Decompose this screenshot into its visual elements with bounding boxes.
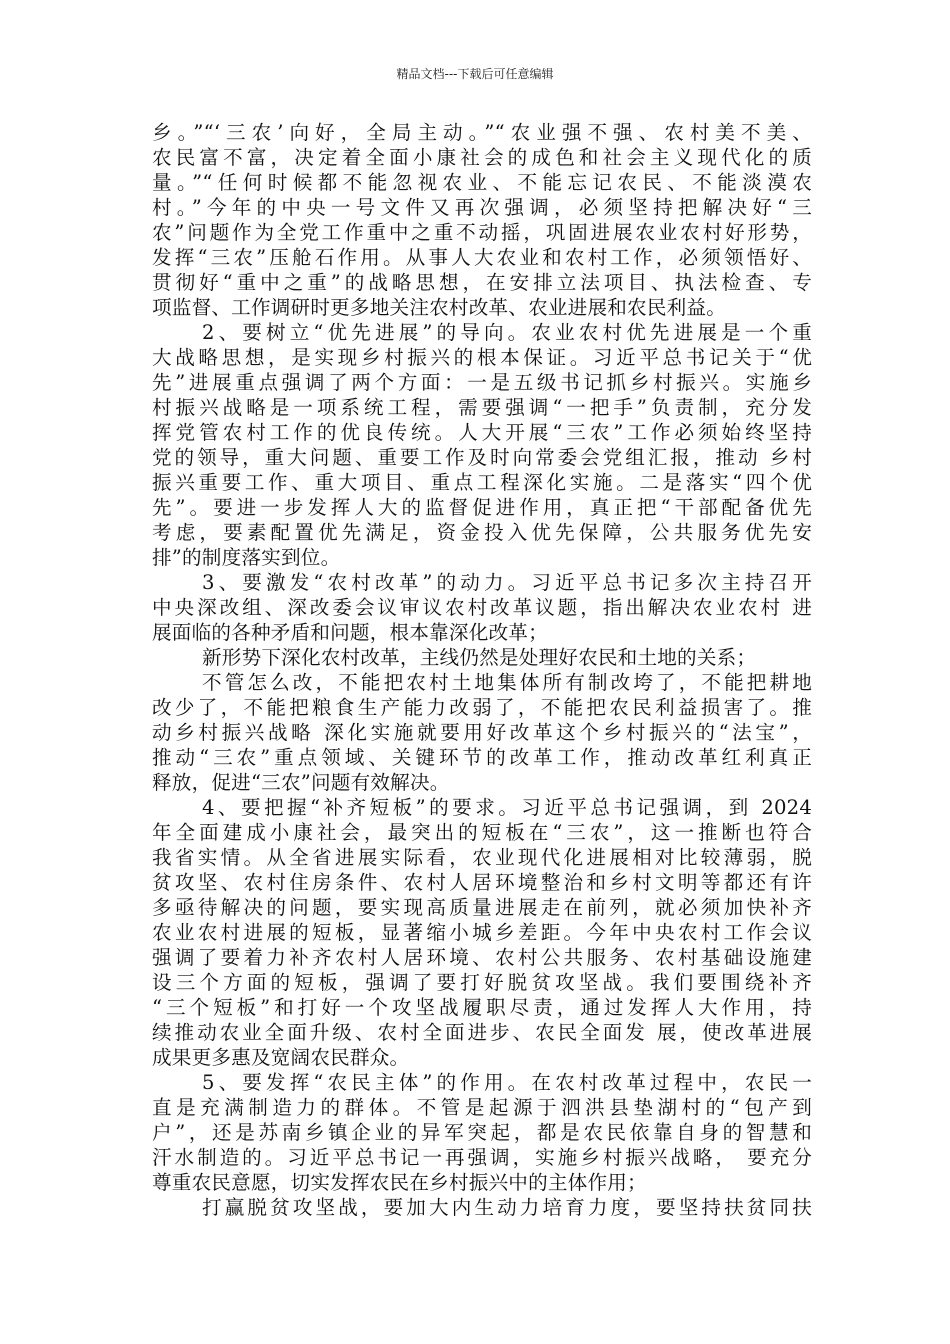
text-line: 设三个方面的短板，强调了要打好脱贫攻坚战。我们要围绕补齐 [152, 971, 812, 994]
text-line: 贫攻坚、农村住房条件、农村人居环境整治和乡村文明等都还有许 [152, 871, 812, 894]
text-line: 乡。”“‘三农’向好，全局主动。”“农业强不强、农村美不美、 [152, 121, 812, 144]
text-line: “三个短板”和打好一个攻坚战履职尽责，通过发挥人大作用，持 [152, 996, 812, 1019]
text-line: 农”问题作为全党工作重中之重不动摇，巩固进展农业农村好形势， [152, 221, 812, 244]
text-line: 贯彻好“重中之重”的战略思想，在安排立法项目、执法检查、专 [152, 271, 812, 294]
text-line: 强调了要着力补齐农村人居环境、农村公共服务、农村基础设施建 [152, 946, 812, 969]
text-line: 村振兴战略是一项系统工程，需要强调“一把手”负责制，充分发 [152, 396, 812, 419]
text-line: 4、要把握“补齐短板”的要求。习近平总书记强调，到 2024 [202, 796, 812, 819]
text-line: 直是充满制造力的群体。不管是起源于泗洪县垫湖村的“包产到 [152, 1096, 812, 1119]
text-line: 振兴重要工作、重大项目、重点工程深化实施。二是落实“四个优 [152, 471, 812, 494]
text-line: 农民富不富，决定着全面小康社会的成色和社会主义现代化的质 [152, 146, 812, 169]
text-line: 考虑，要素配置优先满足，资金投入优先保障，公共服务优先安 [152, 521, 812, 544]
text-line: 村。”今年的中央一号文件又再次强调，必须坚持把解决好“三 [152, 196, 812, 219]
text-line: 推动“三农”重点领域、关键环节的改革工作，推动改革红利真正 [152, 746, 812, 769]
text-line: 动乡村振兴战略 深化实施就要用好改革这个乡村振兴的“法宝”， [152, 721, 812, 744]
text-line: 成果更多惠及宽阔农民群众。 [152, 1046, 410, 1069]
text-line: 续推动农业全面升级、农村全面进步、农民全面发 展，使改革进展 [152, 1021, 812, 1044]
text-line: 2、要树立“优先进展”的导向。农业农村优先进展是一个重 [202, 321, 812, 344]
text-line: 排”的制度落实到位。 [152, 546, 341, 569]
text-line: 大战略思想，是实现乡村振兴的根本保证。习近平总书记关于“优 [152, 346, 812, 369]
text-line: 尊重农民意愿，切实发挥农民在乡村振兴中的主体作用； [152, 1171, 647, 1194]
text-line: 挥党管农村工作的优良传统。人大开展“三农”工作必须始终坚持 [152, 421, 812, 444]
text-line: 项监督、工作调研时更多地关注农村改革、农业进展和农民利益。 [152, 296, 727, 319]
text-line: 展面临的各种矛盾和问题，根本靠深化改革； [152, 621, 548, 644]
text-line: 年全面建成小康社会，最突出的短板在“三农”，这一推断也符合 [152, 821, 812, 844]
page-header-note: 精品文档---下载后可任意编辑 [396, 67, 554, 81]
text-line: 多亟待解决的问题，要实现高质量进展走在前列，就必须加快补齐 [152, 896, 812, 919]
text-line: 释放，促进“三农”问题有效解决。 [152, 771, 450, 794]
text-line: 不管怎么改，不能把农村土地集体所有制改垮了，不能把耕地 [202, 671, 812, 694]
text-line: 汗水制造的。习近平总书记一再强调，实施乡村振兴战略， 要充分 [152, 1146, 812, 1169]
text-line: 发挥“三农”压舱石作用。从事人大农业和农村工作，必须领悟好、 [152, 246, 812, 269]
text-line: 先”进展重点强调了两个方面：一是五级书记抓乡村振兴。实施乡 [152, 371, 812, 394]
text-line: 5、要发挥“农民主体”的作用。在农村改革过程中，农民一 [202, 1071, 812, 1094]
text-line: 量。”“任何时候都不能忽视农业、不能忘记农民、不能淡漠农 [152, 171, 812, 194]
text-line: 中央深改组、深改委会议审议农村改革议题，指出解决农业农村 进 [152, 596, 812, 619]
text-line: 打赢脱贫攻坚战，要加大内生动力培育力度，要坚持扶贫同扶 [202, 1196, 812, 1219]
text-line: 农业农村进展的短板，显著缩小城乡差距。今年中央农村工作会议 [152, 921, 812, 944]
text-line: 改少了，不能把粮食生产能力改弱了，不能把农民利益损害了。推 [152, 696, 812, 719]
text-line: 户”，还是苏南乡镇企业的异军突起，都是农民依靠自身的智慧和 [152, 1121, 812, 1144]
text-line: 党的领导，重大问题、重要工作及时向常委会党组汇报，推动 乡村 [152, 446, 812, 469]
text-line: 我省实情。从全省进展实际看，农业现代化进展相对比较薄弱，脱 [152, 846, 812, 869]
text-line: 先”。要进一步发挥人大的监督促进作用，真正把“干部配备优先 [152, 496, 812, 519]
text-line: 新形势下深化农村改革，主线仍然是处理好农民和土地的关系； [202, 646, 757, 669]
document-body [152, 120, 812, 1220]
text-line: 3、要激发“农村改革”的动力。习近平总书记多次主持召开 [202, 571, 812, 594]
